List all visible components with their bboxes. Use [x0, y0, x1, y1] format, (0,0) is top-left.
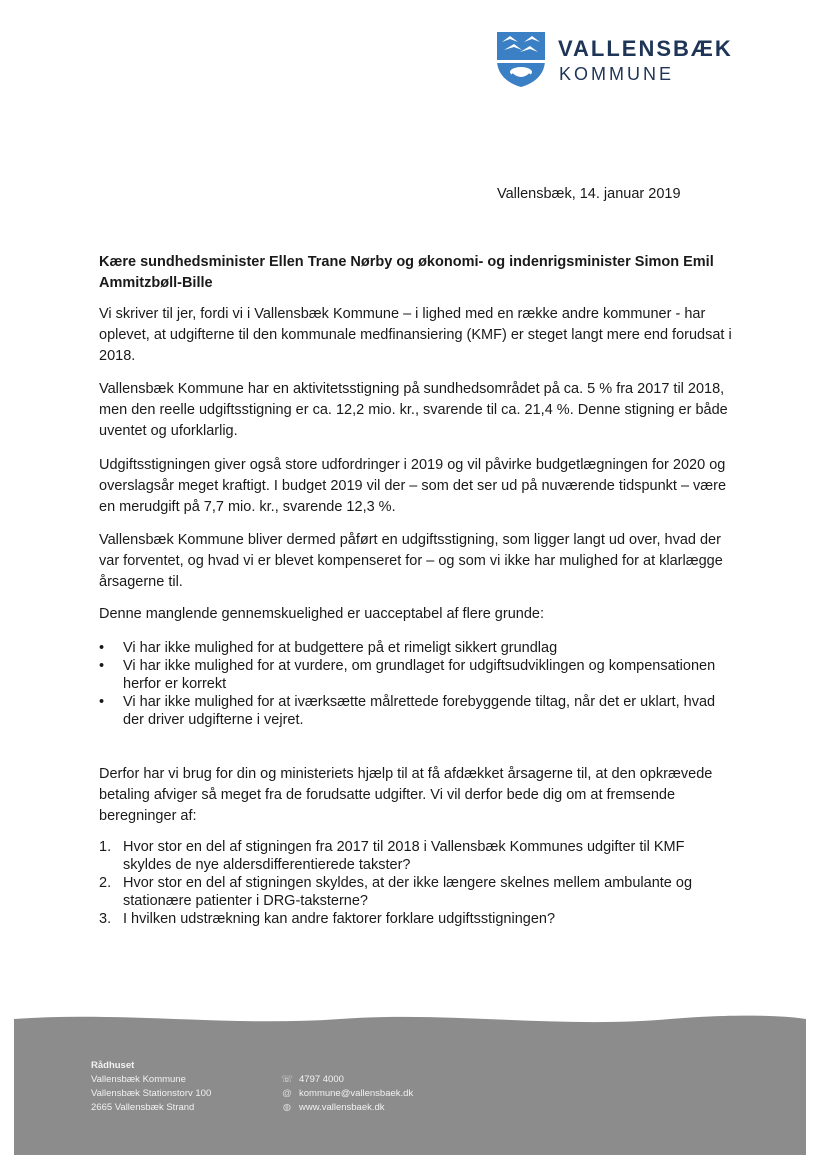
footer-street: Vallensbæk Stationstorv 100 [91, 1088, 212, 1099]
footer-web[interactable]: www.vallensbaek.dk [299, 1102, 385, 1113]
list-item [99, 910, 729, 928]
globe-icon: ◍ [282, 1102, 292, 1113]
bullet-list [99, 639, 719, 729]
logo-subtitle: KOMMUNE [559, 64, 674, 84]
paragraph: Denne manglende gennemskuelighed er uacceptabel af flere grunde: [99, 606, 544, 622]
list-item-text: Hvor stor en del af stigningen fra 2017 til 2018 i Vallensbæk Kommunes udgifter til KMF skyldes de nye aldersdifferentierede takster? [123, 839, 685, 873]
list-item: • Vi har ikke mulighed for at vurdere, om grundlaget for udgiftsudviklingen og kompensationen herfor er korrekt [99, 657, 719, 693]
logo-name: VALLENSBÆK [558, 36, 733, 61]
paragraph: Vallensbæk Kommune bliver dermed påført en udgiftsstigning, som ligger langt ud over, hvad der var forventet, og hvad vi er blevet kompenseret for – og som vi ikke har mulighed for at klarlægge årsagerne til. [99, 532, 723, 590]
list-number: 3. [99, 911, 112, 927]
paragraph: Vi skriver til jer, fordi vi i Vallensbæk Kommune – i lighed med en række andre kommuner - har oplevet, at udgifterne til den kommunale medfinansiering (KMF) er steget langt mere end forudsat i 2018. [99, 306, 732, 364]
list-item [99, 874, 729, 910]
letter-date: Vallensbæk, 14. januar 2019 [497, 186, 681, 202]
footer-email[interactable]: kommune@vallensbaek.dk [299, 1088, 414, 1099]
footer-title: Rådhuset [91, 1060, 135, 1071]
paragraph: Udgiftsstigningen giver også store udfordringer i 2019 og vil påvirke budgetlægningen for 2020 og overslagsår meget kraftigt. I budget 2019 vil der – som det ser ud på nuværende tidspunkt – være en merudgift på 7,7 mio. kr., svarende 12,3 %. [99, 457, 727, 515]
list-number: 2. [99, 875, 112, 891]
footer-address [91, 1059, 211, 1115]
email-icon: @ [282, 1088, 292, 1099]
list-item [99, 838, 729, 874]
list-item: • Vi har ikke mulighed for at budgettere på et rimeligt sikkert grundlag [99, 639, 719, 657]
salutation: Kære sundhedsminister Ellen Trane Nørby og økonomi- og indenrigsminister Simon Emil Ammitzbøll-Bille [99, 254, 714, 291]
paragraph: Vallensbæk Kommune har en aktivitetsstigning på sundhedsområdet på ca. 5 % fra 2017 til 2018, men den reelle udgiftsstigning er ca. 12,2 mio. kr., svarende til ca. 21,4 %. Denne stigning er både uventet og uforklarlig. [99, 381, 728, 439]
footer-org: Vallensbæk Kommune [91, 1074, 186, 1085]
footer-phone: 4797 4000 [299, 1074, 344, 1085]
paragraph: Derfor har vi brug for din og ministeriets hjælp til at få afdækket årsagerne til, at den opkrævede betaling afviger så meget fra de forudsatte udgifter. Vi vil derfor bede dig om at fremsende beregninger af: [99, 766, 713, 824]
list-number: 1. [99, 839, 112, 855]
footer-city: 2665 Vallensbæk Strand [91, 1102, 195, 1113]
list-item: • Vi har ikke mulighed for at iværksætte målrettede forebyggende tiltag, når det er uklart, hvad der driver udgifterne i vejret. [99, 693, 719, 729]
list-item-text: Hvor stor en del af stigningen skyldes, at der ikke længere skelnes mellem ambulante og stationære patienter i DRG-taksterne? [123, 875, 693, 909]
municipal-crest-icon [496, 30, 546, 88]
logo [496, 30, 736, 90]
numbered-list [99, 838, 729, 928]
footer [0, 1005, 826, 1168]
phone-icon: ☏ [281, 1074, 293, 1085]
list-item-text: I hvilken udstrækning kan andre faktorer forklare udgiftsstigningen? [123, 911, 556, 927]
footer-contact [281, 1073, 413, 1115]
